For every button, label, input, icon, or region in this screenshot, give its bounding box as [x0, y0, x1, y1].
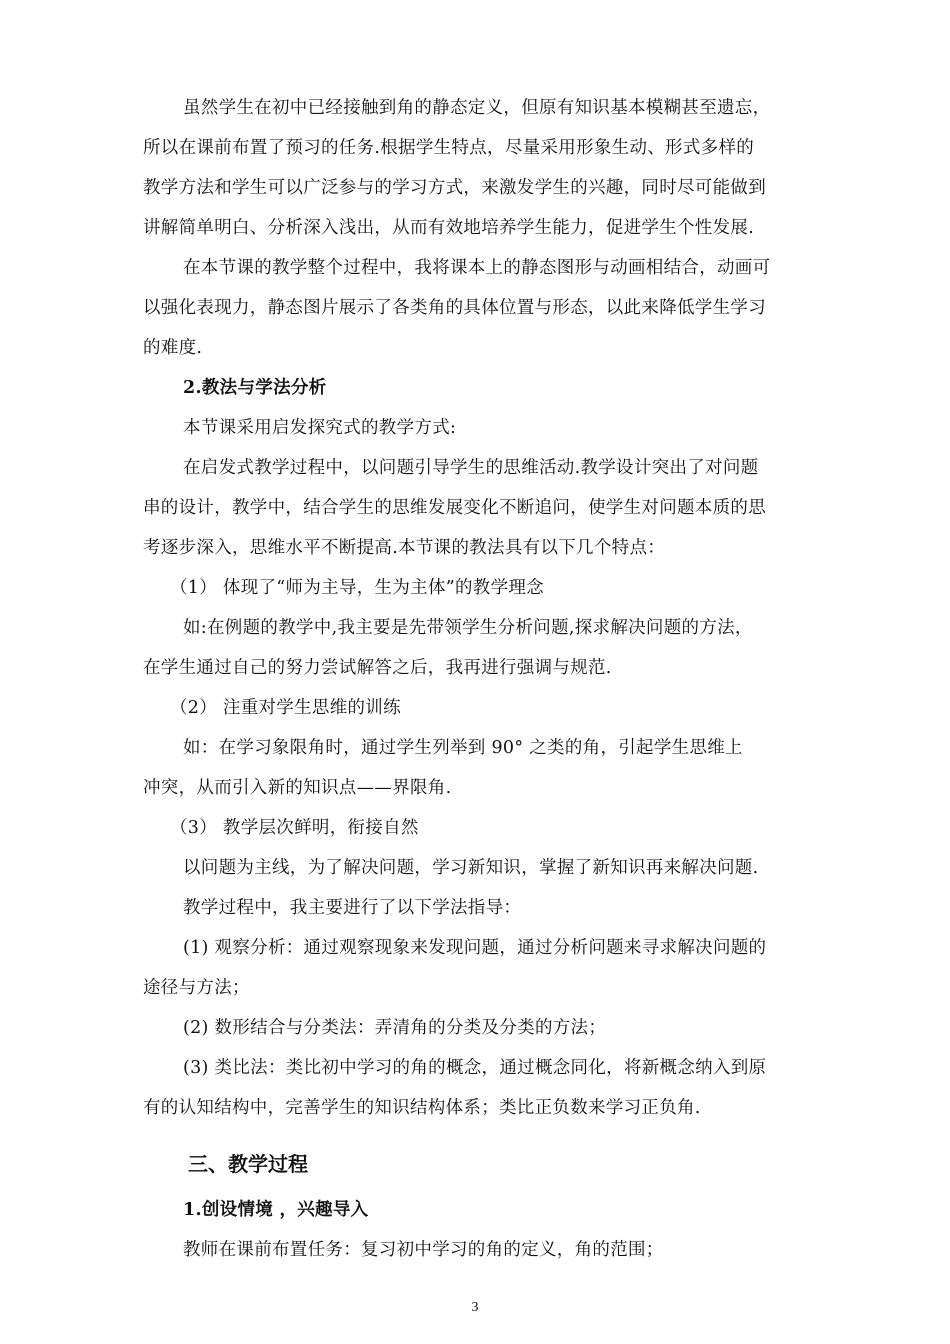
paragraph-line: 以问题为主线，为了解决问题，学习新知识，掌握了新知识再来解决问题. — [183, 858, 759, 878]
subheading-teaching-method: 2.教法与学法分析 — [183, 378, 327, 398]
paragraph-line: 教师在课前布置任务：复习初中学习的角的定义，角的范围； — [183, 1240, 664, 1260]
list-item: （1） 体现了“师为主导，生为主体”的教学理念 — [170, 578, 544, 598]
paragraph-line: 在本节课的教学整个过程中，我将课本上的静态图形与动画相结合，动画可 — [183, 258, 771, 278]
subheading-scenario: 1.创设情境 ，兴趣导入 — [183, 1200, 369, 1220]
paragraph-line: 冲突，从而引入新的知识点——界限角. — [143, 778, 452, 798]
paragraph-line: 在学生通过自己的努力尝试解答之后，我再进行强调与规范. — [143, 658, 612, 678]
paragraph-line: 在启发式教学过程中，以问题引导学生的思维活动.教学设计突出了对问题 — [183, 458, 759, 478]
paragraph-line: 考逐步深入，思维水平不断提高.本节课的教法具有以下几个特点： — [143, 538, 666, 558]
paragraph-line: (2) 数形结合与分类法：弄清角的分类及分类的方法； — [183, 1018, 607, 1038]
paragraph-line: 教学过程中，我主要进行了以下学法指导： — [183, 898, 522, 918]
paragraph-line: 所以在课前布置了预习的任务.根据学生特点，尽量采用形象生动、形式多样的 — [143, 138, 755, 158]
list-item: （3） 教学层次鲜明，衔接自然 — [170, 818, 419, 838]
paragraph-line: 教学方法和学生可以广泛参与的学习方式，来激发学生的兴趣，同时尽可能做到 — [143, 178, 766, 198]
list-item: （2） 注重对学生思维的训练 — [170, 698, 401, 718]
paragraph-line: 如：在学习象限角时，通过学生列举到 90° 之类的角，引起学生思维上 — [183, 738, 743, 758]
paragraph-line: 如:在例题的教学中,我主要是先带领学生分析问题,探求解决问题的方法， — [183, 618, 753, 638]
paragraph-line: (1) 观察分析：通过观察现象来发现问题，通过分析问题来寻求解决问题的 — [183, 938, 767, 958]
paragraph-line: 有的认知结构中，完善学生的知识结构体系；类比正负数来学习正负角. — [143, 1098, 701, 1118]
paragraph-line: 串的设计，教学中，结合学生的思维发展变化不断追问，使学生对问题本质的思 — [143, 498, 766, 518]
paragraph-line: 讲解简单明白、分析深入浅出，从而有效地培养学生能力，促进学生个性发展. — [143, 218, 755, 238]
paragraph-line: 本节课采用启发探究式的教学方式: — [183, 418, 457, 438]
paragraph-line: 的难度. — [143, 338, 203, 358]
paragraph-line: 以强化表现力，静态图片展示了各类角的具体位置与形态，以此来降低学生学习 — [143, 298, 766, 318]
section-heading-teaching-process: 三、教学过程 — [188, 1152, 308, 1176]
paragraph-line: 途径与方法； — [143, 978, 250, 998]
paragraph-line: 虽然学生在初中已经接触到角的静态定义，但原有知识基本模糊甚至遗忘， — [183, 98, 771, 118]
page-number: 3 — [471, 1300, 479, 1315]
paragraph-line: (3) 类比法：类比初中学习的角的概念，通过概念同化，将新概念纳入到原 — [183, 1058, 767, 1078]
